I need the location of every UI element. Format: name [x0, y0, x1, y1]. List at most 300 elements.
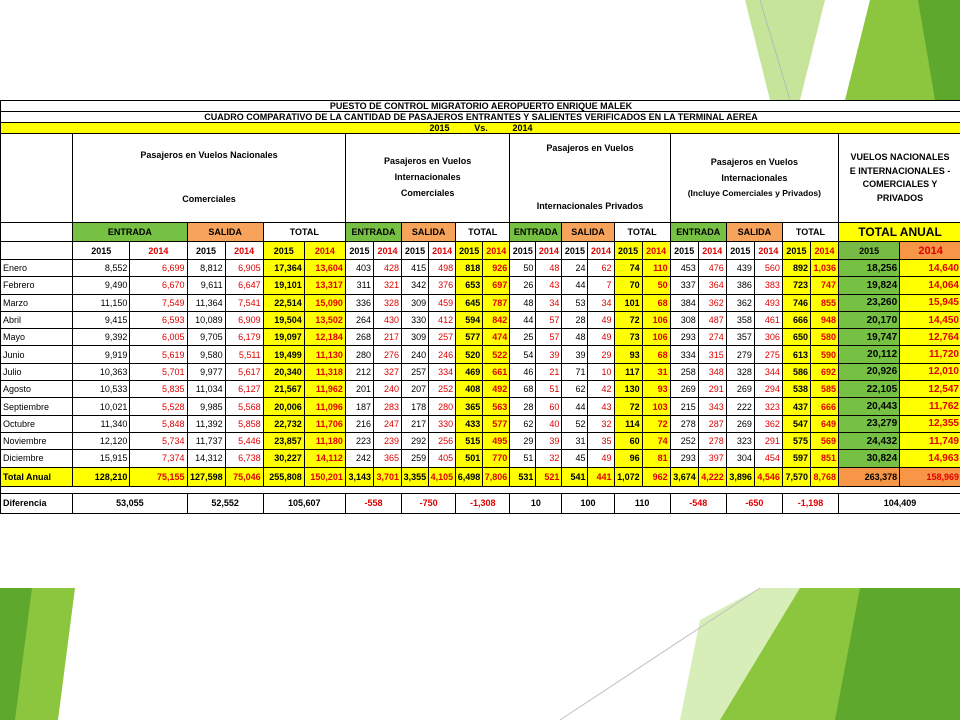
total-cell: 3,674 — [670, 467, 698, 486]
data-cell: 476 — [698, 260, 726, 277]
total-cell: 541 — [562, 467, 588, 486]
data-cell: 5,858 — [225, 415, 263, 432]
month-label: Enero — [1, 260, 73, 277]
data-cell: 365 — [373, 450, 401, 467]
total-cell: 7,806 — [483, 467, 510, 486]
data-cell: 11,392 — [187, 415, 225, 432]
corner-cell — [1, 134, 73, 223]
data-cell: 6,670 — [130, 277, 187, 294]
data-cell: 10,363 — [73, 363, 130, 380]
data-cell: 10,089 — [187, 311, 225, 328]
data-cell: 6,738 — [225, 450, 263, 467]
total-cell: 75,046 — [225, 467, 263, 486]
data-cell: 580 — [810, 329, 838, 346]
data-cell: 12,764 — [900, 329, 960, 346]
data-cell: 14,064 — [900, 277, 960, 294]
data-cell: 330 — [429, 415, 456, 432]
data-cell: 547 — [782, 415, 810, 432]
data-cell: 842 — [483, 311, 510, 328]
data-cell: 323 — [754, 398, 782, 415]
data-cell: 23,857 — [263, 432, 304, 449]
data-cell: 51 — [536, 381, 562, 398]
data-cell: 258 — [670, 363, 698, 380]
data-cell: 747 — [810, 277, 838, 294]
year-2015-header: 2015 — [562, 242, 588, 260]
data-cell: 586 — [782, 363, 810, 380]
data-cell: 5,511 — [225, 346, 263, 363]
data-cell: 1,036 — [810, 260, 838, 277]
data-cell: 7,541 — [225, 294, 263, 311]
data-cell: 291 — [698, 381, 726, 398]
data-cell: 376 — [429, 277, 456, 294]
data-cell: 274 — [698, 329, 726, 346]
data-cell: 53 — [562, 294, 588, 311]
data-cell: 575 — [782, 432, 810, 449]
data-cell: 68 — [642, 346, 670, 363]
data-cell: 9,611 — [187, 277, 225, 294]
data-cell: 362 — [726, 294, 754, 311]
data-cell: 19,499 — [263, 346, 304, 363]
data-cell: 74 — [642, 432, 670, 449]
data-cell: 358 — [726, 311, 754, 328]
data-cell: 106 — [642, 329, 670, 346]
salida-header: SALIDA — [187, 223, 263, 242]
data-cell: 11,749 — [900, 432, 960, 449]
data-cell: 30,824 — [839, 450, 900, 467]
total-cell: 263,378 — [839, 467, 900, 486]
section-anual-line2: E INTERNACIONALES - — [849, 165, 951, 176]
data-cell: 650 — [782, 329, 810, 346]
data-cell: 72 — [642, 415, 670, 432]
year-2015-header: 2015 — [726, 242, 754, 260]
data-cell: 12,184 — [304, 329, 345, 346]
data-cell: 269 — [670, 381, 698, 398]
data-cell: 306 — [754, 329, 782, 346]
data-cell: 96 — [614, 450, 642, 467]
data-cell: 60 — [614, 432, 642, 449]
data-cell: 818 — [456, 260, 483, 277]
section-anual-line1: VUELOS NACIONALES — [850, 152, 950, 162]
year-2014-header: 2014 — [588, 242, 614, 260]
data-cell: 11,364 — [187, 294, 225, 311]
total-cell: 962 — [642, 467, 670, 486]
year-2014-header: 2014 — [536, 242, 562, 260]
data-cell: 19,097 — [263, 329, 304, 346]
month-label: Febrero — [1, 277, 73, 294]
data-cell: 246 — [429, 346, 456, 363]
total-header: TOTAL — [614, 223, 670, 242]
data-cell: 74 — [614, 260, 642, 277]
data-cell: 323 — [726, 432, 754, 449]
data-cell: 60 — [536, 398, 562, 415]
data-cell: 362 — [698, 294, 726, 311]
data-cell: 20,006 — [263, 398, 304, 415]
data-cell: 257 — [429, 329, 456, 346]
data-cell: 926 — [483, 260, 510, 277]
data-cell: 239 — [373, 432, 401, 449]
data-cell: 278 — [698, 432, 726, 449]
table-row — [1, 381, 960, 398]
group-header-row — [1, 223, 960, 242]
year-2015-header: 2015 — [670, 242, 698, 260]
data-cell: 493 — [754, 294, 782, 311]
data-cell: 257 — [402, 363, 429, 380]
total-header: TOTAL — [782, 223, 838, 242]
year-2014-header: 2014 — [754, 242, 782, 260]
table-row — [1, 363, 960, 380]
diferencia-cell: -1,198 — [782, 493, 838, 513]
data-cell: 240 — [373, 381, 401, 398]
data-cell: 50 — [642, 277, 670, 294]
month-label: Septiembre — [1, 398, 73, 415]
data-cell: 14,450 — [900, 311, 960, 328]
section-int-total — [670, 134, 838, 223]
vs-label: Vs. — [474, 123, 488, 133]
year-2014-header: 2014 — [373, 242, 401, 260]
data-cell: 11,720 — [900, 346, 960, 363]
total-anual-label: Total Anual — [1, 467, 73, 486]
diferencia-cell: 110 — [614, 493, 670, 513]
data-cell: 11,318 — [304, 363, 345, 380]
data-cell: 461 — [754, 311, 782, 328]
data-cell: 73 — [614, 329, 642, 346]
data-cell: 723 — [782, 277, 810, 294]
month-label: Octubre — [1, 415, 73, 432]
data-cell: 330 — [402, 311, 429, 328]
data-cell: 201 — [345, 381, 373, 398]
month-label: Mayo — [1, 329, 73, 346]
table-row — [1, 260, 960, 277]
section-int-privados-line1: Pasajeros en Vuelos — [546, 143, 634, 154]
data-cell: 29 — [588, 346, 614, 363]
total-header: TOTAL — [263, 223, 345, 242]
data-cell: 293 — [670, 329, 698, 346]
data-cell: 49 — [588, 329, 614, 346]
data-cell: 101 — [614, 294, 642, 311]
section-int-comerciales — [345, 134, 509, 223]
data-cell: 645 — [456, 294, 483, 311]
data-cell: 948 — [810, 311, 838, 328]
data-cell: 304 — [726, 450, 754, 467]
data-cell: 439 — [726, 260, 754, 277]
data-cell: 770 — [483, 450, 510, 467]
data-cell: 397 — [698, 450, 726, 467]
data-cell: 348 — [698, 363, 726, 380]
data-cell: 11,962 — [304, 381, 345, 398]
data-cell: 32 — [588, 415, 614, 432]
total-cell: 150,201 — [304, 467, 345, 486]
data-cell: 594 — [456, 311, 483, 328]
data-cell: 62 — [588, 260, 614, 277]
section-int-comerciales-line3: Comerciales — [400, 187, 455, 198]
data-cell: 433 — [456, 415, 483, 432]
data-cell: 22,732 — [263, 415, 304, 432]
data-cell: 280 — [429, 398, 456, 415]
data-cell: 106 — [642, 311, 670, 328]
data-cell: 14,963 — [900, 450, 960, 467]
data-cell: 52 — [562, 415, 588, 432]
diferencia-cell: -650 — [726, 493, 782, 513]
table-title: PUESTO DE CONTROL MIGRATORIO AEROPUERTO ENRIQUE MALEK — [1, 101, 960, 112]
year-b: 2014 — [512, 123, 533, 133]
table-subtitle: CUADRO COMPARATIVO DE LA CANTIDAD DE PASAJEROS ENTRANTES Y SALIENTES VERIFICADOS EN LA TERMINAL AEREA — [1, 112, 960, 123]
data-cell: 344 — [754, 363, 782, 380]
data-cell: 26 — [510, 277, 536, 294]
diferencia-cell: -558 — [345, 493, 401, 513]
data-cell: 21,567 — [263, 381, 304, 398]
data-cell: 520 — [456, 346, 483, 363]
data-cell: 70 — [614, 277, 642, 294]
entrada-header: ENTRADA — [510, 223, 562, 242]
table-row — [1, 311, 960, 328]
data-cell: 35 — [588, 432, 614, 449]
data-cell: 72 — [614, 398, 642, 415]
data-cell: 19,101 — [263, 277, 304, 294]
data-cell: 276 — [373, 346, 401, 363]
data-cell: 81 — [642, 450, 670, 467]
data-cell: 309 — [402, 329, 429, 346]
data-cell: 15,090 — [304, 294, 345, 311]
data-cell: 855 — [810, 294, 838, 311]
year-2014-header: 2014 — [304, 242, 345, 260]
total-cell: 127,598 — [187, 467, 225, 486]
data-cell: 666 — [782, 311, 810, 328]
data-cell: 5,568 — [225, 398, 263, 415]
data-cell: 8,552 — [73, 260, 130, 277]
data-cell: 6,005 — [130, 329, 187, 346]
total-cell: 6,498 — [456, 467, 483, 486]
year-2014-header: 2014 — [483, 242, 510, 260]
month-label: Abril — [1, 311, 73, 328]
data-cell: 365 — [456, 398, 483, 415]
total-cell: 158,969 — [900, 467, 960, 486]
data-cell: 11,737 — [187, 432, 225, 449]
data-cell: 10,021 — [73, 398, 130, 415]
data-cell: 34 — [536, 294, 562, 311]
total-cell: 128,210 — [73, 467, 130, 486]
year-2015-header: 2015 — [345, 242, 373, 260]
data-cell: 117 — [614, 363, 642, 380]
data-cell: 308 — [670, 311, 698, 328]
data-cell: 247 — [373, 415, 401, 432]
data-cell: 454 — [754, 450, 782, 467]
data-cell: 30,227 — [263, 450, 304, 467]
data-cell: 11,130 — [304, 346, 345, 363]
data-cell: 9,490 — [73, 277, 130, 294]
data-cell: 328 — [726, 363, 754, 380]
data-cell: 252 — [670, 432, 698, 449]
data-cell: 12,547 — [900, 381, 960, 398]
data-cell: 20,926 — [839, 363, 900, 380]
diferencia-cell: 52,552 — [187, 493, 263, 513]
year-2014-header: 2014 — [642, 242, 670, 260]
data-cell: 20,340 — [263, 363, 304, 380]
data-cell: 93 — [642, 381, 670, 398]
data-cell: 114 — [614, 415, 642, 432]
total-cell: 4,105 — [429, 467, 456, 486]
data-cell: 256 — [429, 432, 456, 449]
data-cell: 5,446 — [225, 432, 263, 449]
data-cell: 7 — [588, 277, 614, 294]
data-cell: 10,533 — [73, 381, 130, 398]
table-row — [1, 415, 960, 432]
data-cell: 336 — [345, 294, 373, 311]
section-nacionales-line2: Comerciales — [182, 194, 236, 204]
data-cell: 57 — [536, 311, 562, 328]
data-cell: 44 — [510, 311, 536, 328]
data-cell: 13,502 — [304, 311, 345, 328]
data-cell: 23,279 — [839, 415, 900, 432]
data-cell: 20,112 — [839, 346, 900, 363]
data-cell: 311 — [345, 277, 373, 294]
data-cell: 342 — [402, 277, 429, 294]
data-cell: 408 — [456, 381, 483, 398]
total-cell: 3,701 — [373, 467, 401, 486]
data-cell: 42 — [588, 381, 614, 398]
data-cell: 437 — [782, 398, 810, 415]
salida-header: SALIDA — [726, 223, 782, 242]
data-cell: 43 — [536, 277, 562, 294]
entrada-header: ENTRADA — [345, 223, 401, 242]
diferencia-cell: 105,607 — [263, 493, 345, 513]
table-row — [1, 294, 960, 311]
data-cell: 5,617 — [225, 363, 263, 380]
data-cell: 5,848 — [130, 415, 187, 432]
total-cell: 441 — [588, 467, 614, 486]
year-2014-header: 2014 — [810, 242, 838, 260]
data-cell: 746 — [782, 294, 810, 311]
data-cell: 5,835 — [130, 381, 187, 398]
data-cell: 430 — [373, 311, 401, 328]
total-cell: 7,570 — [782, 467, 810, 486]
data-cell: 334 — [670, 346, 698, 363]
data-cell: 577 — [456, 329, 483, 346]
diferencia-cell: 100 — [562, 493, 614, 513]
data-cell: 487 — [698, 311, 726, 328]
month-label: Junio — [1, 346, 73, 363]
data-cell: 29 — [510, 432, 536, 449]
data-cell: 11,706 — [304, 415, 345, 432]
data-cell: 212 — [345, 363, 373, 380]
data-cell: 569 — [810, 432, 838, 449]
data-cell: 19,504 — [263, 311, 304, 328]
data-cell: 44 — [562, 277, 588, 294]
data-cell: 9,392 — [73, 329, 130, 346]
year-2014-header: 2014 — [130, 242, 187, 260]
section-int-privados — [510, 134, 670, 223]
diferencia-cell: 104,409 — [839, 493, 960, 513]
diferencia-label: Diferencia — [1, 493, 73, 513]
data-cell: 522 — [483, 346, 510, 363]
data-cell: 68 — [510, 381, 536, 398]
data-cell: 6,179 — [225, 329, 263, 346]
data-cell: 223 — [345, 432, 373, 449]
data-cell: 9,919 — [73, 346, 130, 363]
data-cell: 12,355 — [900, 415, 960, 432]
data-cell: 103 — [642, 398, 670, 415]
section-anual — [839, 134, 960, 223]
data-cell: 5,701 — [130, 363, 187, 380]
data-cell: 9,580 — [187, 346, 225, 363]
data-cell: 5,619 — [130, 346, 187, 363]
year-2015-header: 2015 — [614, 242, 642, 260]
data-cell: 6,909 — [225, 311, 263, 328]
data-cell: 6,593 — [130, 311, 187, 328]
data-cell: 25 — [510, 329, 536, 346]
data-cell: 20,170 — [839, 311, 900, 328]
data-cell: 217 — [402, 415, 429, 432]
data-cell: 12,010 — [900, 363, 960, 380]
diferencia-row — [1, 493, 960, 513]
data-cell: 93 — [614, 346, 642, 363]
data-cell: 469 — [456, 363, 483, 380]
passenger-comparison-table — [0, 100, 960, 514]
total-cell: 3,355 — [402, 467, 429, 486]
year-2015-header: 2015 — [456, 242, 483, 260]
data-cell: 5,528 — [130, 398, 187, 415]
data-cell: 49 — [588, 311, 614, 328]
data-cell: 269 — [726, 415, 754, 432]
data-cell: 48 — [536, 260, 562, 277]
data-cell: 178 — [402, 398, 429, 415]
data-cell: 31 — [562, 432, 588, 449]
section-anual-line3: COMERCIALES Y — [862, 179, 938, 189]
year-2015-header: 2015 — [782, 242, 810, 260]
data-cell: 498 — [429, 260, 456, 277]
data-cell: 28 — [562, 311, 588, 328]
year-2015-header: 2015 — [187, 242, 225, 260]
data-cell: 851 — [810, 450, 838, 467]
data-cell: 321 — [373, 277, 401, 294]
total-cell: 75,155 — [130, 467, 187, 486]
data-cell: 585 — [810, 381, 838, 398]
section-int-comerciales-line1: Pasajeros en Vuelos — [383, 156, 472, 167]
data-cell: 252 — [429, 381, 456, 398]
data-cell: 28 — [510, 398, 536, 415]
data-cell: 309 — [402, 294, 429, 311]
data-cell: 666 — [810, 398, 838, 415]
data-cell: 428 — [373, 260, 401, 277]
data-cell: 405 — [429, 450, 456, 467]
section-nacionales — [73, 134, 346, 223]
data-cell: 453 — [670, 260, 698, 277]
diferencia-cell: -1,308 — [456, 493, 510, 513]
month-label: Julio — [1, 363, 73, 380]
data-cell: 6,905 — [225, 260, 263, 277]
data-cell: 653 — [456, 277, 483, 294]
data-cell: 48 — [562, 329, 588, 346]
data-cell: 649 — [810, 415, 838, 432]
data-cell: 590 — [810, 346, 838, 363]
total-cell: 8,768 — [810, 467, 838, 486]
data-cell: 12,120 — [73, 432, 130, 449]
data-cell: 22,105 — [839, 381, 900, 398]
total-header: TOTAL — [456, 223, 510, 242]
data-cell: 291 — [754, 432, 782, 449]
data-cell: 62 — [562, 381, 588, 398]
data-cell: 19,747 — [839, 329, 900, 346]
year-2015-header: 2015 — [73, 242, 130, 260]
entrada-header: ENTRADA — [73, 223, 187, 242]
data-cell: 6,699 — [130, 260, 187, 277]
data-cell: 697 — [483, 277, 510, 294]
data-cell: 275 — [754, 346, 782, 363]
section-anual-line4: PRIVADOS — [876, 192, 924, 203]
data-cell: 412 — [429, 311, 456, 328]
data-cell: 6,647 — [225, 277, 263, 294]
year-2014-header: 2014 — [429, 242, 456, 260]
data-cell: 7,549 — [130, 294, 187, 311]
